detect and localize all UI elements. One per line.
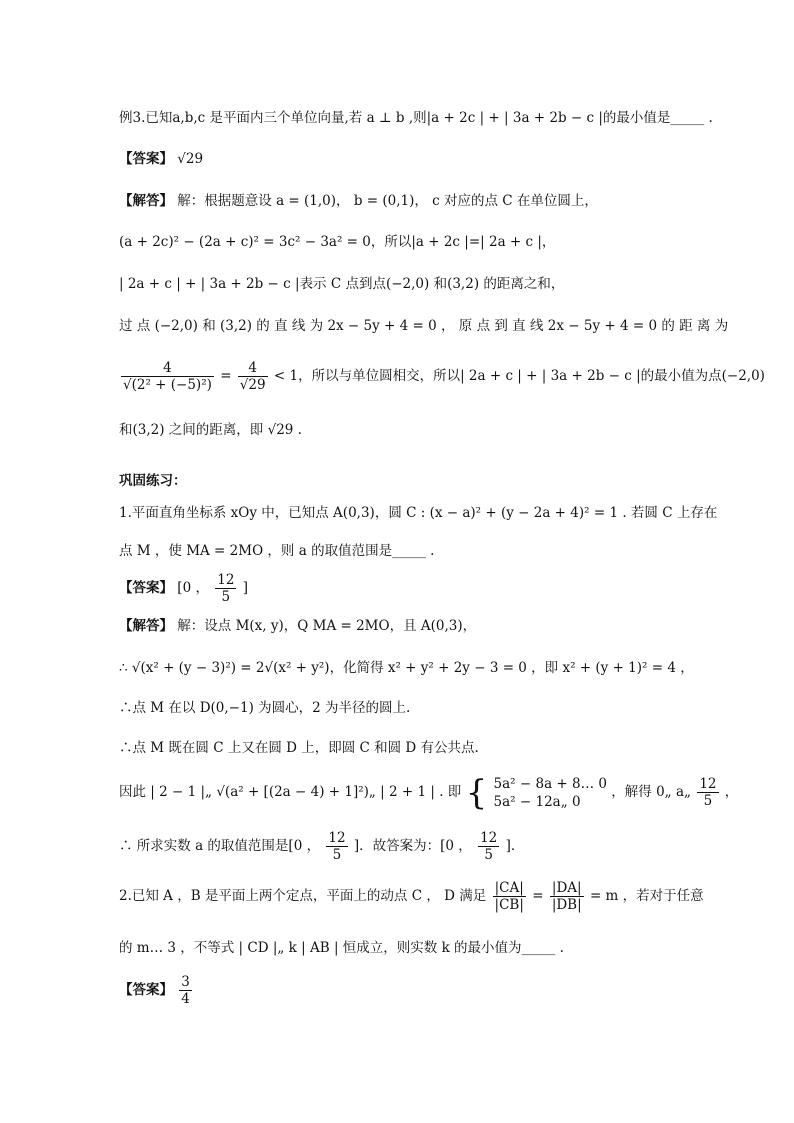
solution-tag: 【解答】 bbox=[119, 618, 173, 634]
question-text: 点 M ，使 MA = 2MO ，则 a 的取值范围是_____ . bbox=[119, 543, 435, 559]
solution-text: ∴点 M 在以 D(0,−1) 为圆心，2 为半径的圆上. bbox=[119, 700, 411, 716]
problem-1-answer bbox=[119, 568, 684, 608]
left-brace: { bbox=[465, 772, 488, 813]
solution-text: ]． bbox=[505, 838, 525, 854]
problem-1-solution-line-1 bbox=[119, 616, 684, 636]
equals-sign: = bbox=[220, 368, 232, 384]
problem-1-solution-line-3 bbox=[119, 698, 684, 718]
inequality-2: 5a² − 12a„ 0 bbox=[493, 793, 581, 810]
example-3-solution-line-4 bbox=[119, 316, 729, 336]
example-3-question bbox=[119, 108, 713, 128]
solution-text: ，解得 0„ a„ bbox=[611, 784, 692, 800]
solution-text: (a + 2c)² − (2a + c)² = 3c² − 3a² = 0，所以|a + 2c |=| 2a + c |， bbox=[119, 234, 556, 250]
fraction-denominator: 5 bbox=[484, 847, 493, 863]
fraction bbox=[238, 360, 268, 393]
example-3-solution-line-3 bbox=[119, 274, 684, 294]
example-3-solution-line-1 bbox=[119, 191, 684, 211]
fraction bbox=[478, 830, 499, 863]
question-text: 1.平面直角坐标系 xOy 中，已知点 A(0,3)，圆 C : (x − a)² + (y − 2a + 4)² = 1 . 若圆 C 上存在 bbox=[119, 505, 718, 521]
answer-tag: 【答案】 bbox=[119, 151, 173, 167]
fraction-numerator: 12 bbox=[217, 572, 235, 588]
fraction bbox=[550, 880, 584, 913]
fraction-denominator: 5 bbox=[703, 793, 713, 809]
answer-text: ] bbox=[242, 580, 249, 596]
solution-text: ∴ √(x² + (y − 3)²) = 2√(x² + y²)，化简得 x² + y² + 2y − 3 = 0 ，即 x² + (y + 1)² = 4 ， bbox=[119, 660, 694, 676]
fraction-denominator: 4 bbox=[181, 991, 190, 1007]
fraction bbox=[179, 974, 192, 1007]
question-text: 2.已知 A ，B 是平面上两个定点，平面上的动点 C ， D 满足 bbox=[119, 888, 487, 904]
practice-title bbox=[119, 471, 684, 491]
answer-value: √29 bbox=[177, 151, 204, 167]
fraction-denominator: |CB| bbox=[494, 897, 524, 913]
fraction bbox=[493, 880, 526, 913]
fraction bbox=[326, 830, 347, 863]
fraction-denominator: √(2² + (−5)²) bbox=[123, 377, 212, 393]
example-3-solution-line-6 bbox=[119, 420, 684, 440]
fraction-numerator: 4 bbox=[238, 360, 268, 377]
fraction-numerator: |CA| bbox=[493, 880, 526, 897]
fraction bbox=[121, 360, 214, 393]
problem-2-answer bbox=[119, 970, 684, 1010]
solution-text: ∴ 所求实数 a 的取值范围是[0 ， bbox=[119, 838, 321, 854]
solution-text: ， bbox=[724, 784, 739, 800]
solution-text: 解：设点 M(x, y)，Q MA = 2MO，且 A(0,3)， bbox=[177, 618, 477, 634]
problem-1-solution-line-6 bbox=[119, 826, 684, 866]
problem-1-solution-line-5 bbox=[119, 772, 739, 813]
inequality-1: 5a² − 8a + 8… 0 bbox=[493, 775, 607, 792]
example-3-solution-line-5 bbox=[119, 356, 765, 396]
question-text: = m ，若对于任意 bbox=[589, 888, 704, 904]
problem-2-question-line-1 bbox=[119, 876, 704, 916]
answer-tag: 【答案】 bbox=[119, 982, 173, 998]
answer-tag: 【答案】 bbox=[119, 580, 173, 596]
solution-text: 因此 | 2 − 1 |„ √(a² + [(2a − 4) + 1]²)„ | 2 + 1 | . 即 bbox=[119, 784, 462, 800]
solution-text: 过 点 (−2,0) 和 (3,2) 的 直 线 为 2x − 5y + 4 = 0 ， 原 点 到 直 线 2x − 5y + 4 = 0 的 距 离 为 bbox=[119, 318, 729, 334]
solution-text: ]．故答案为：[0 ， bbox=[353, 838, 472, 854]
answer-text: [0 ， bbox=[177, 580, 209, 596]
example-3-answer bbox=[119, 149, 684, 169]
fraction-denominator: √29 bbox=[239, 377, 266, 393]
fraction-denominator: 5 bbox=[221, 589, 231, 605]
equals-sign: = bbox=[532, 888, 544, 904]
practice-title-text: 巩固练习： bbox=[119, 473, 187, 489]
fraction-denominator: 5 bbox=[332, 847, 342, 863]
fraction-denominator: |DB| bbox=[551, 897, 582, 913]
example-3-solution-line-2 bbox=[119, 232, 684, 252]
fraction-numerator: |DA| bbox=[550, 880, 584, 897]
fraction-numerator: 12 bbox=[699, 776, 717, 792]
solution-text: ∴点 M 既在圆 C 上又在圆 D 上，即圆 C 和圆 D 有公共点. bbox=[119, 740, 479, 756]
problem-1-solution-line-4 bbox=[119, 738, 684, 758]
example-3-question-text: 例3.已知a,b,c 是平面内三个单位向量,若 a ⊥ b ,则|a + 2c | + | 3a + 2b − c |的最小值是_____ . bbox=[119, 110, 713, 126]
solution-tag: 【解答】 bbox=[119, 193, 173, 209]
fraction-numerator: 12 bbox=[480, 830, 498, 846]
solution-text: < 1，所以与单位圆相交，所以| 2a + c | + | 3a + 2b − c |的最小值为点(−2,0) bbox=[273, 368, 765, 384]
fraction-numerator: 4 bbox=[121, 360, 214, 377]
question-text: 的 m… 3 ，不等式 | CD |„ k | AB | 恒成立，则实数 k 的最小值为_____ . bbox=[119, 940, 564, 956]
fraction bbox=[697, 776, 718, 809]
problem-1-question-line-1 bbox=[119, 503, 718, 523]
fraction-numerator: 3 bbox=[181, 974, 190, 990]
fraction-numerator: 12 bbox=[328, 830, 346, 846]
problem-1-solution-line-2 bbox=[119, 658, 694, 678]
problem-2-question-line-2 bbox=[119, 938, 684, 958]
fraction bbox=[215, 572, 236, 605]
problem-1-question-line-2 bbox=[119, 541, 684, 561]
solution-text: 和(3,2) 之间的距离，即 √29 . bbox=[119, 422, 302, 438]
solution-text: 解：根据题意设 a = (1,0)， b = (0,1)， c 对应的点 C 在单位圆上， bbox=[177, 193, 598, 209]
inequality-system bbox=[494, 775, 607, 811]
solution-text: | 2a + c | + | 3a + 2b − c |表示 C 点到点(−2,0) 和(3,2) 的距离之和， bbox=[119, 276, 565, 292]
